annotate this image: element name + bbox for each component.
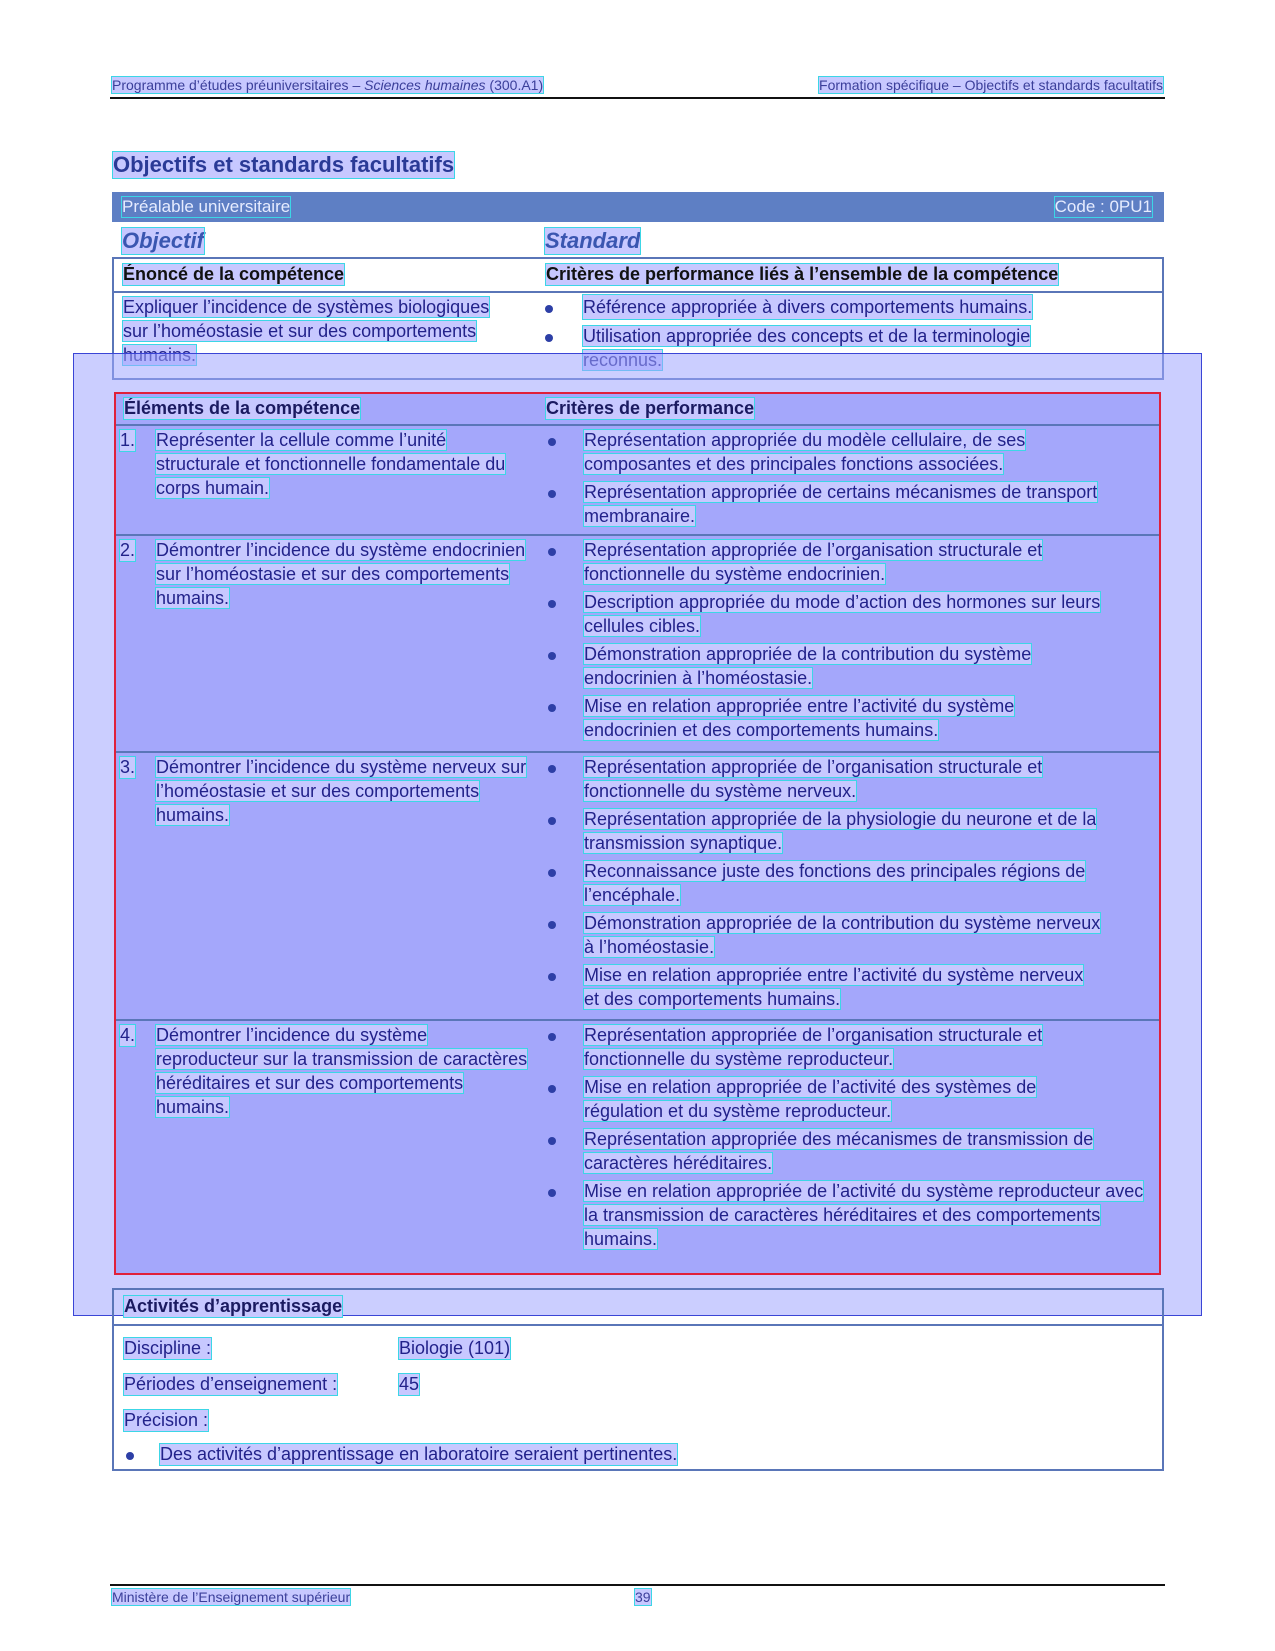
element-criterion: Mise en relation appropriée entre l’activité du système endocrinien et des comportements humains. (584, 696, 1015, 740)
bullet-icon (548, 1189, 556, 1197)
competence-left-header: Énoncé de la compétence (123, 264, 345, 284)
elements-box (114, 392, 1161, 1275)
activities-box (112, 1288, 1164, 1471)
element-criterion: Démonstration appropriée de la contribution du système endocrinien à l’homéostasie. (584, 644, 1032, 688)
element-criterion: Démonstration appropriée de la contribution du système nerveux à l’homéostasie. (584, 913, 1101, 957)
objectif-heading: Objectif (122, 228, 204, 253)
bullet-icon (548, 765, 556, 773)
element-criterion: Représentation appropriée du modèle cellulaire, de ses composantes et des principales fonctions associées. (584, 430, 1026, 474)
competence-header-row (114, 259, 1162, 293)
competence-criterion: Utilisation appropriée des concepts et de la terminologie (583, 324, 1103, 372)
element-criterion: Représentation appropriée de l’organisation structurale et fonctionnelle du système endocrinien. (584, 540, 1043, 584)
elements-right-header: Critères de performance (546, 398, 755, 418)
bullet-icon (548, 438, 556, 446)
section-bar-label: Préalable universitaire (122, 197, 291, 216)
element-text: Démontrer l’incidence du système nerveux sur l’homéostasie et sur des comportements humains. (156, 757, 527, 825)
activities-note: Des activités d’apprentissage en laboratoire seraient pertinentes. (160, 1444, 678, 1464)
bullet-icon (548, 600, 556, 608)
element-number: 1. (120, 430, 136, 450)
divider (116, 1019, 1159, 1021)
competence-right-header: Critères de performance liés à l’ensemble de la compétence (546, 264, 1059, 284)
discipline-value: Biologie (101) (399, 1338, 511, 1358)
element-text: Démontrer l’incidence du système endocrinien sur l’homéostasie et sur des comportements humains. (156, 540, 526, 608)
element-criterion: Représentation appropriée de certains mécanismes de transport membranaire. (584, 482, 1098, 526)
element-criterion: Représentation appropriée de l’organisation structurale et fonctionnelle du système nerveux. (584, 757, 1043, 801)
bullet-icon (548, 869, 556, 877)
bullet-icon (548, 1033, 556, 1041)
competence-statement: Expliquer l’incidence de systèmes biologiques sur l’homéostasie et sur des comportements (123, 295, 493, 367)
bullet-icon (545, 305, 553, 313)
divider (116, 751, 1159, 753)
bullet-icon (548, 704, 556, 712)
precision-label: Précision : (124, 1410, 209, 1430)
section-code: Code : 0PU1 (1054, 197, 1152, 216)
section-bar (112, 192, 1164, 222)
bullet-icon (548, 548, 556, 556)
bullet-icon (548, 652, 556, 660)
bullet-icon (548, 1137, 556, 1145)
bullet-icon (126, 1452, 134, 1460)
periods-label: Périodes d’enseignement : (124, 1374, 338, 1394)
page-number: 39 (635, 1589, 651, 1605)
bullet-icon (548, 817, 556, 825)
running-header (110, 77, 1165, 99)
element-criterion: Mise en relation appropriée entre l’activité du système nerveux et des comportements humains. (584, 965, 1084, 1009)
page-title: Objectifs et standards facultatifs (113, 152, 455, 177)
activities-header: Activités d’apprentissage (124, 1296, 343, 1316)
element-number: 3. (120, 757, 136, 777)
element-criterion: Représentation appropriée de la physiologie du neurone et de la transmission synaptique. (584, 809, 1097, 853)
competence-criterion: Référence appropriée à divers comportements humains. (583, 297, 1033, 317)
elements-left-header: Éléments de la compétence (124, 398, 361, 418)
element-criterion: Représentation appropriée de l’organisation structurale et fonctionnelle du système reproducteur. (584, 1025, 1043, 1069)
element-criterion: Mise en relation appropriée de l’activité du système reproducteur avec la transmission de caractères héréditaires et des comportements humains. (584, 1181, 1144, 1249)
element-criterion: Mise en relation appropriée de l’activité des systèmes de régulation et du système reproducteur. (584, 1077, 1037, 1121)
bullet-icon (548, 921, 556, 929)
divider (116, 534, 1159, 536)
discipline-label: Discipline : (124, 1338, 212, 1358)
page-footer (110, 1584, 1165, 1606)
activities-header-row (114, 1290, 1162, 1326)
divider (116, 424, 1159, 426)
running-header-left: Programme d’études préuniversitaires – Sciences humaines (300.A1) (112, 77, 544, 93)
standard-heading: Standard (545, 228, 641, 253)
running-header-right: Formation spécifique – Objectifs et standards facultatifs (819, 77, 1163, 93)
periods-value: 45 (399, 1374, 420, 1394)
element-criterion: Description appropriée du mode d’action des hormones sur leurs cellules cibles. (584, 592, 1101, 636)
element-criterion: Représentation appropriée des mécanismes de transmission de caractères héréditaires. (584, 1129, 1094, 1173)
element-criterion: Reconnaissance juste des fonctions des principales régions de l’encéphale. (584, 861, 1086, 905)
element-text: Démontrer l’incidence du système reproducteur sur la transmission de caractères héréditaires et sur des comportements humains. (156, 1025, 528, 1117)
footer-ministry: Ministère de l’Enseignement supérieur (112, 1589, 351, 1605)
element-number: 4. (120, 1025, 136, 1045)
bullet-icon (545, 334, 553, 342)
element-number: 2. (120, 540, 136, 560)
bullet-icon (548, 490, 556, 498)
element-text: Représenter la cellule comme l’unité structurale et fonctionnelle fondamentale du corps humain. (156, 430, 506, 498)
bullet-icon (548, 1085, 556, 1093)
bullet-icon (548, 973, 556, 981)
